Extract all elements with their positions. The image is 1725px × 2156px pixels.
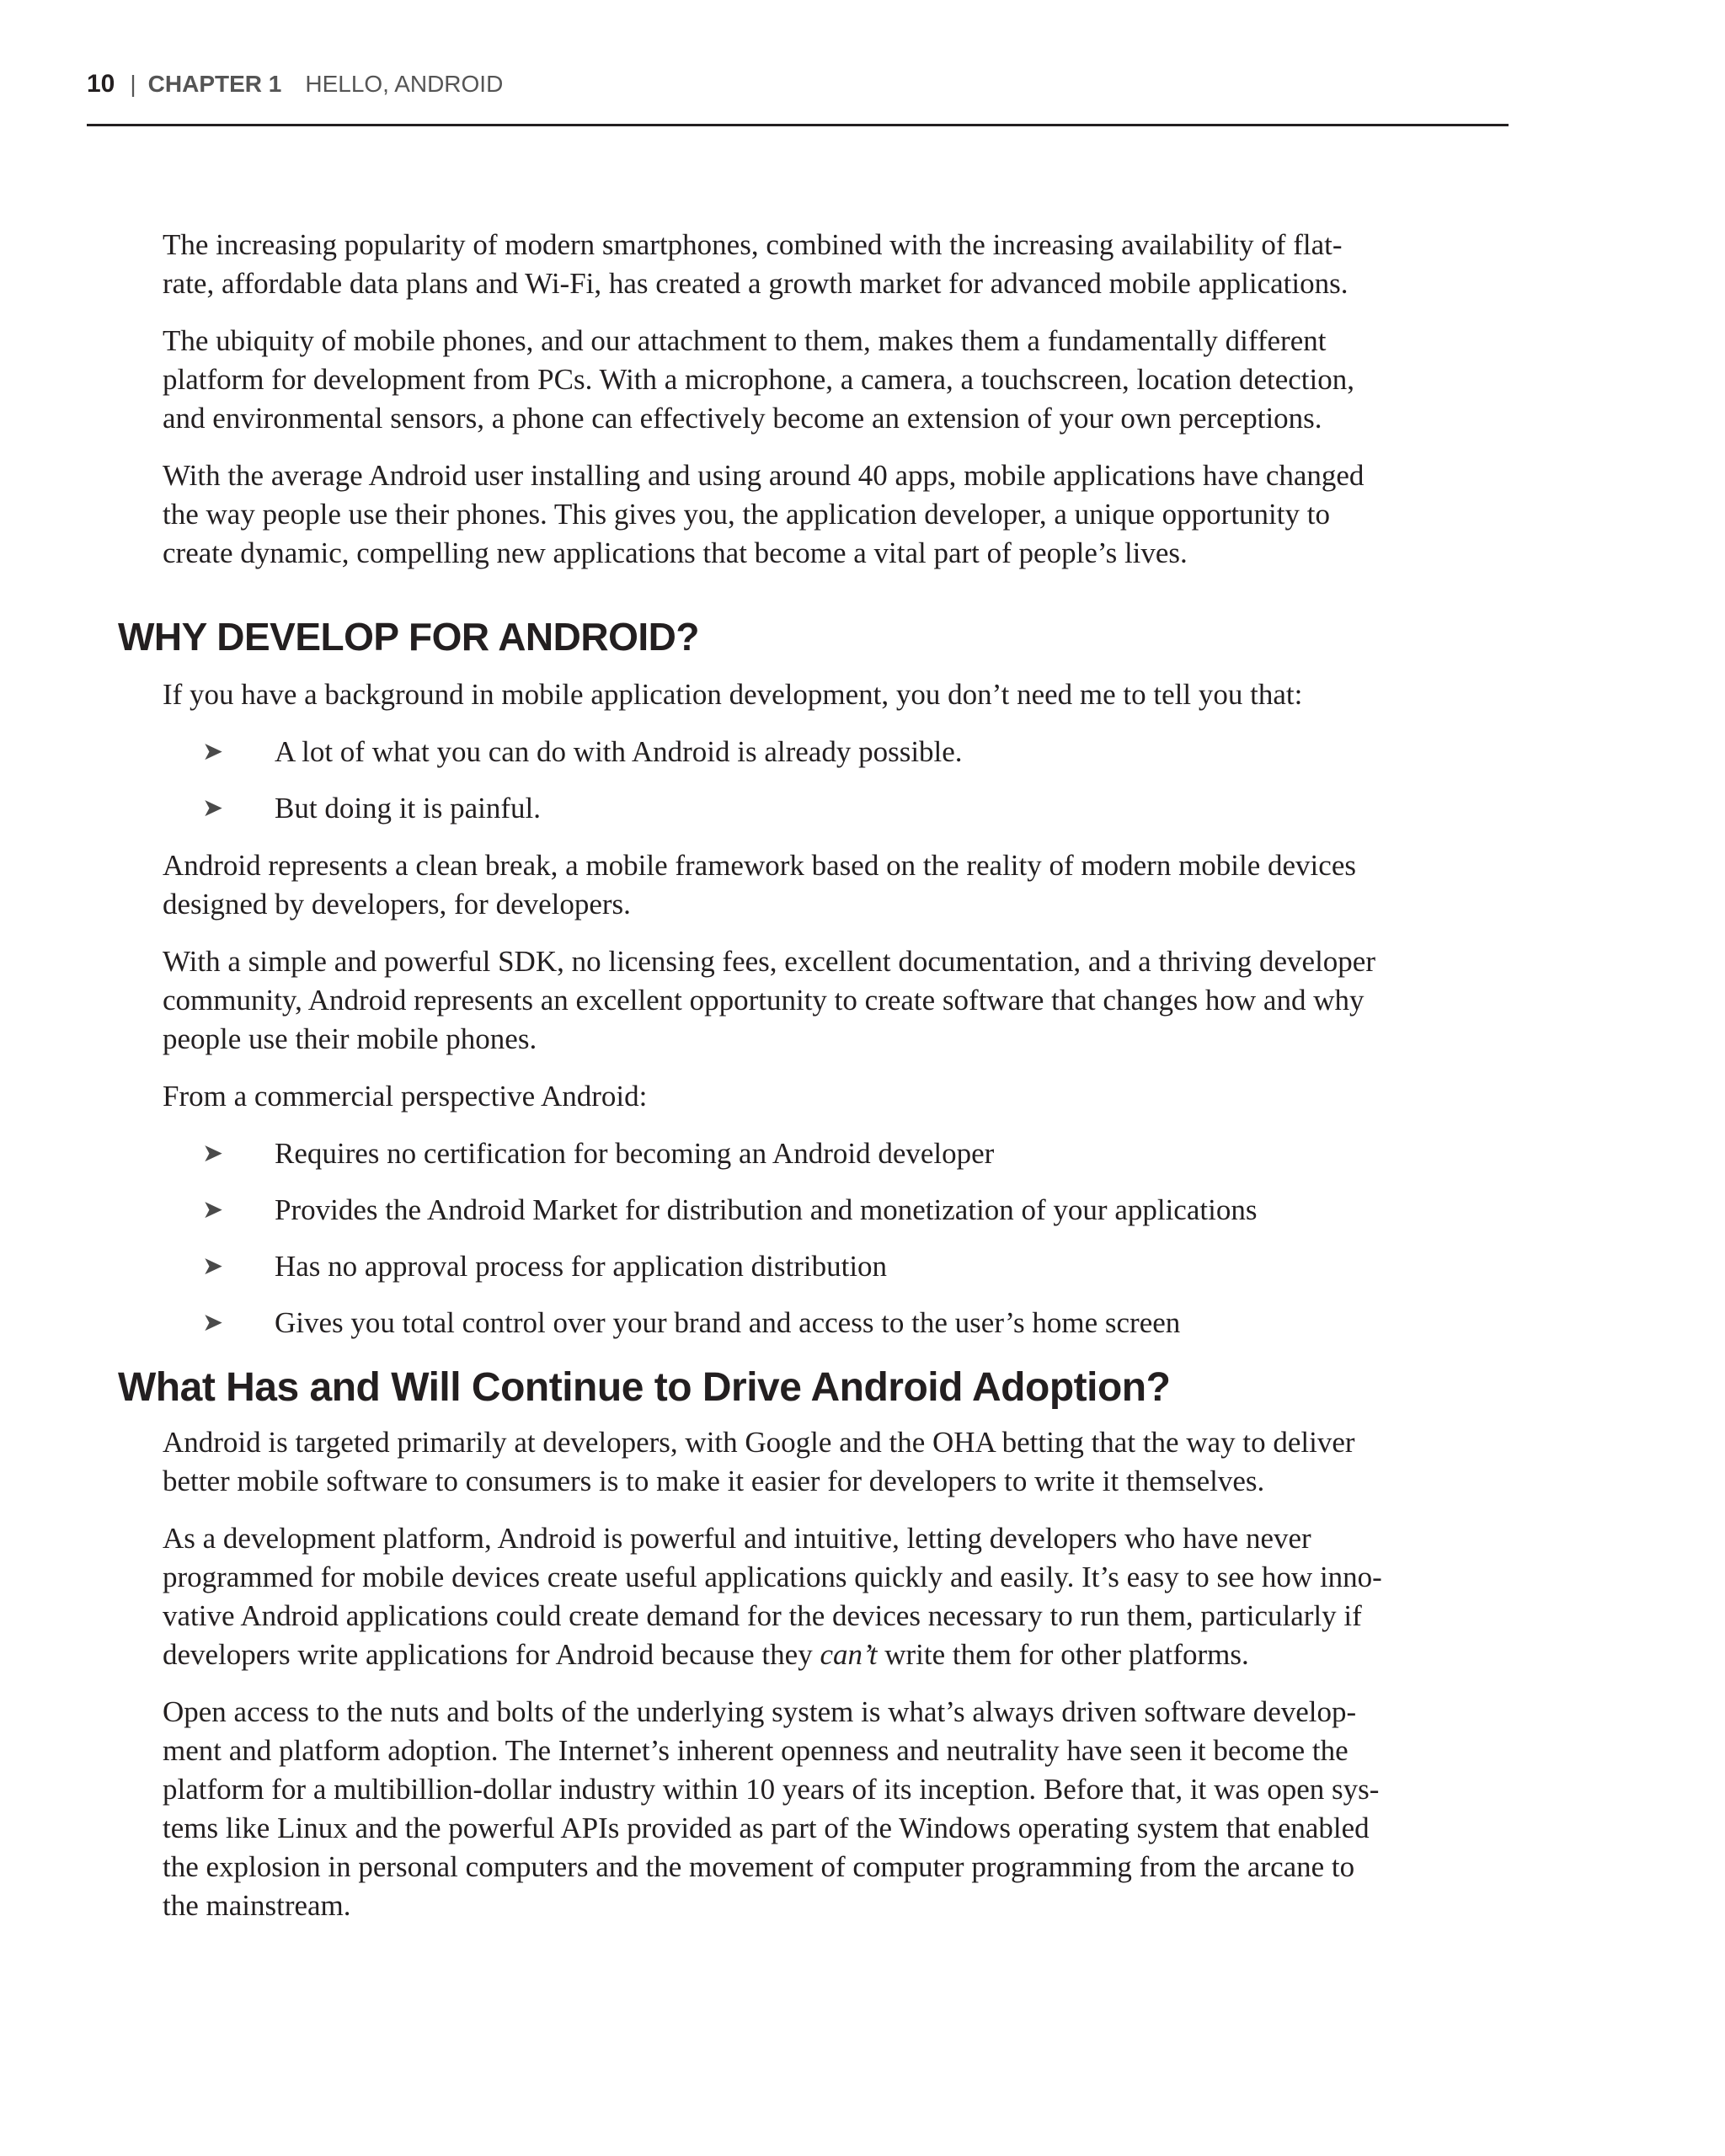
arrow-bullet-icon: ➤: [202, 1139, 224, 1168]
list-item: [163, 1247, 1519, 1286]
arrow-bullet-icon: ➤: [202, 737, 224, 766]
arrow-bullet-icon: ➤: [202, 793, 224, 823]
list-item: [163, 1304, 1519, 1342]
list-item: [163, 789, 1519, 828]
paragraph-text: As a development platform, Android is powerful and intuitive, letting developers who have never programmed for mobile devices create useful applications quickly and easily. It’s easy to see how inno- vative Android applications could create demand for the devices necessary to run them, particularly if developers write applications for Android because they: [163, 1522, 1382, 1671]
section1-paragraph-3: With a simple and powerful SDK, no licensing fees, excellent documentation, and a thriving developer community, Android represents an excellent opportunity to create software that changes how and why people use their mobile phones.: [163, 945, 1375, 1055]
section2-paragraph-1: Android is targeted primarily at developers, with Google and the OHA betting that the way to deliver better mobile software to consumers is to make it easier for developers to write it themselves.: [163, 1426, 1355, 1497]
header-separator: |: [130, 71, 136, 97]
section2-paragraph-2: [163, 1519, 1519, 1674]
list-item-text: Has no approval process for application distribution: [275, 1250, 888, 1283]
section2-paragraph-3: Open access to the nuts and bolts of the underlying system is what’s always driven software develop- ment and platform adoption. The Internet’s inherent openness and neutrality have seen it become the platform for a multibillion-dollar industry within 10 years of its inception. Before that, it was open sys- tems like Linux and the powerful APIs provided as part of the Windows operating system that enabled the explosion in personal computers and the movement of computer programming from the arcane to the mainstream.: [163, 1695, 1380, 1922]
bullet-list-1: [163, 733, 1519, 828]
list-item-text: But doing it is painful.: [275, 792, 541, 825]
arrow-bullet-icon: ➤: [202, 1308, 224, 1337]
header-rule: [87, 124, 1509, 126]
running-head: [87, 66, 1509, 103]
page-body: [118, 226, 1519, 1944]
list-item: [163, 733, 1519, 771]
list-item-text: Requires no certification for becoming an Android developer: [275, 1137, 995, 1170]
chapter-title: HELLO, ANDROID: [305, 71, 504, 97]
paragraph-text: write them for other platforms.: [877, 1638, 1249, 1671]
list-item-text: A lot of what you can do with Android is already possible.: [275, 735, 963, 768]
intro-paragraph-2: The ubiquity of mobile phones, and our attachment to them, makes them a fundamentally different platform for development from PCs. With a microphone, a camera, a touchscreen, location detection, and environmental sensors, a phone can effectively become an extension of your own perceptions.: [163, 324, 1354, 435]
list-item-text: Gives you total control over your brand and access to the user’s home screen: [275, 1306, 1181, 1339]
section1-paragraph-2: Android represents a clean break, a mobile framework based on the reality of modern mobile devices designed by developers, for developers.: [163, 849, 1356, 921]
section1-paragraph-1: If you have a background in mobile application development, you don’t need me to tell you that:: [163, 678, 1303, 711]
list-item: [163, 1134, 1519, 1173]
list-item: [163, 1191, 1519, 1230]
section-heading-adoption: What Has and Will Continue to Drive Android Adoption?: [118, 1365, 1171, 1410]
chapter-label: CHAPTER 1: [147, 71, 282, 97]
intro-paragraph-3: With the average Android user installing and using around 40 apps, mobile applications have changed the way people use their phones. This gives you, the application developer, a unique opportunity to create dynamic, compelling new applications that become a vital part of people’s lives.: [163, 459, 1365, 569]
intro-paragraph-1: The increasing popularity of modern smartphones, combined with the increasing availability of flat- rate, affordable data plans and Wi-Fi, has created a growth market for advanced mobile applications.: [163, 228, 1348, 300]
page-number: 10: [87, 70, 115, 98]
list-item-text: Provides the Android Market for distribution and monetization of your applications: [275, 1193, 1258, 1226]
emphasis-text: can’t: [820, 1638, 878, 1671]
bullet-list-2: [163, 1134, 1519, 1342]
arrow-bullet-icon: ➤: [202, 1251, 224, 1281]
section-heading-why-develop: WHY DEVELOP FOR ANDROID?: [118, 615, 699, 659]
arrow-bullet-icon: ➤: [202, 1195, 224, 1225]
section1-paragraph-4: From a commercial perspective Android:: [163, 1080, 648, 1113]
